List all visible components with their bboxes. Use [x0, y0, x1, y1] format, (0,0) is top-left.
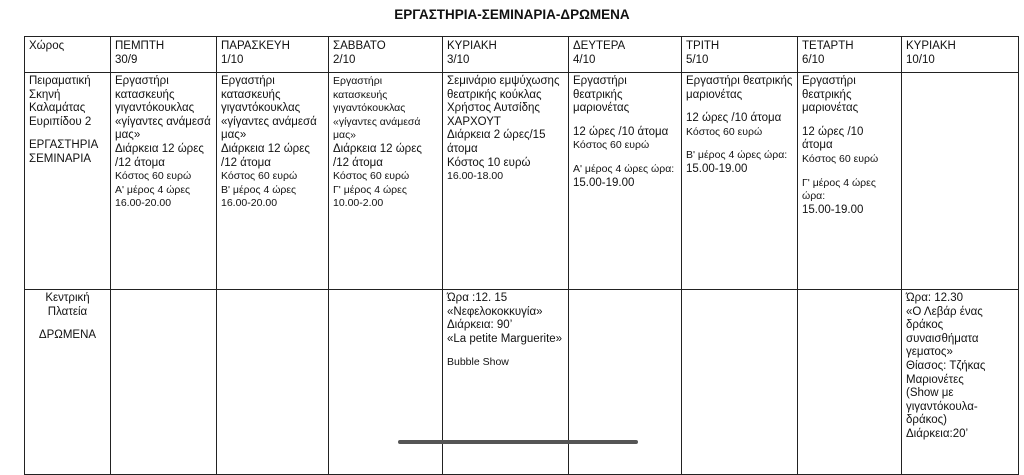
header-place	[25, 37, 111, 73]
event-desc: Εργαστήρι θεατρικής μαριονέτας	[802, 75, 859, 115]
event-cost: Κόστος 60 ευρώ	[221, 170, 298, 183]
cell-wed	[798, 73, 902, 290]
event-part: Β' μέρος 4 ώρες ώρα:	[686, 149, 788, 162]
event-desc: Εργαστήρι κατασκευής γιγαντόκουκλας «γίγαντες ανάμεσά μας»	[333, 75, 421, 142]
cell-sun	[443, 73, 569, 290]
event-time: 15.00-19.00	[573, 176, 635, 189]
header-row	[25, 37, 1019, 73]
event-duration: Διάρκεια: 90’	[447, 319, 513, 332]
cell-place	[25, 73, 111, 290]
cell-mon	[569, 290, 682, 475]
event-time: Ώρα :12. 15	[447, 292, 508, 304]
event-time: 15.00-19.00	[802, 203, 864, 216]
event-duration: Διάρκεια:20’	[906, 427, 969, 440]
event-desc: Εργαστήρι θεατρικής μαριονέτας	[686, 75, 793, 101]
event-people: 12 ώρες /10 άτομα	[802, 125, 864, 152]
place-label: Πειραματική Σκηνή Καλαμάτας Ευριπίδου 2	[29, 75, 92, 128]
event-cost: Κόστος 60 ευρώ	[333, 170, 410, 183]
event-duration: Διάρκεια 12 ώρες /12 άτομα	[221, 142, 310, 169]
cell-mon	[569, 73, 682, 290]
event-time: 15.00-19.00	[686, 162, 748, 175]
cell-wed	[798, 290, 902, 475]
header-date: 1/10	[221, 54, 244, 66]
cell-thu	[111, 290, 217, 475]
header-date: 5/10	[686, 54, 709, 66]
header-date: 2/10	[333, 54, 356, 66]
header-mon	[569, 37, 682, 73]
event-duration: Διάρκεια 12 ώρες /12 άτομα	[333, 142, 422, 169]
header-date: 3/10	[447, 54, 470, 66]
cell-sat	[329, 290, 443, 475]
header-day: ΣΑΒΒΑΤΟ	[333, 40, 386, 52]
event-note: (Show με γιγαντόκουλα-δράκος)	[906, 387, 978, 427]
place-label: Κεντρική Πλατεία	[45, 292, 90, 318]
event-people: 12 ώρες /10 άτομα	[686, 112, 782, 125]
event-part: Γ' μέρος 4 ώρες	[333, 183, 407, 196]
header-day: ΠΑΡΑΣΚΕΥΗ	[221, 40, 290, 52]
event-desc: Εργαστήρι κατασκευής γιγαντόκουκλας «γίγαντες ανάμεσά μας»	[115, 75, 211, 142]
schedule-table	[24, 36, 1019, 475]
page-title: ΕΡΓΑΣΤΗΡΙΑ-ΣΕΜΙΝΑΡΙΑ-ΔΡΩΜΕΝΑ	[394, 7, 630, 22]
header-fri	[217, 37, 329, 73]
header-sun	[443, 37, 569, 73]
event-part: Α' μέρος 4 ώρες	[115, 183, 191, 196]
event-show: «Νεφελοκοκκυγία»	[447, 305, 543, 318]
event-desc: Σεμινάριο εμψύχωσης θεατρικής κούκλας Χρήστος Αυτσίδης ΧΑΡΧΟΥΤ	[447, 75, 560, 128]
event-desc: Εργαστήρι θεατρικής μαριονέτας	[573, 75, 630, 115]
table-row-performances	[25, 290, 1019, 475]
event-time: Ώρα: 12.30	[906, 292, 964, 304]
header-date: 4/10	[573, 54, 596, 66]
cell-sun10	[902, 73, 1019, 290]
category-label: ΔΡΩΜΕΝΑ	[38, 329, 97, 342]
header-thu	[111, 37, 217, 73]
cell-place	[25, 290, 111, 475]
cell-tue	[682, 73, 798, 290]
header-day: ΤΡΙΤΗ	[686, 40, 720, 52]
cell-thu	[111, 73, 217, 290]
header-day: ΚΥΡΙΑΚΗ	[447, 40, 497, 52]
header-day: ΚΥΡΙΑΚΗ	[906, 40, 956, 52]
cell-sun	[443, 290, 569, 475]
header-date: 30/9	[115, 54, 138, 66]
event-cost: Κόστος 60 ευρώ	[802, 152, 879, 165]
event-cost: Κόστος 60 ευρώ	[686, 125, 763, 138]
event-duration: Διάρκεια 12 ώρες /12 άτομα	[115, 142, 204, 169]
cell-fri	[217, 73, 329, 290]
event-duration: Διάρκεια 2 ώρες/15 άτομα	[447, 129, 546, 155]
event-time: 10.00-2.00	[333, 197, 384, 210]
header-day: ΔΕΥΤΕΡΑ	[573, 40, 626, 52]
event-time: 16.00-20.00	[115, 197, 172, 210]
category-label: ΕΡΓΑΣΤΗΡΙΑ ΣΕΜΙΝΑΡΙΑ	[29, 139, 98, 165]
event-cost: Κόστος 60 ευρώ	[115, 170, 192, 183]
header-label: Χώρος	[29, 40, 65, 52]
event-show: «Ο Λεβάρ ένας δράκος συναισθήματα γεματος»	[906, 305, 983, 359]
event-part: Α' μέρος 4 ώρες ώρα:	[573, 162, 675, 175]
header-day: ΠΕΜΠΤΗ	[115, 40, 165, 52]
event-cost: Κόστος 10 ευρώ	[447, 156, 531, 169]
event-troupe: Θίασος: Τζήκας Μαριονέτες	[906, 359, 986, 386]
event-show: «La petite Marguerite»	[447, 332, 563, 345]
event-show: Bubble Show	[447, 356, 509, 369]
event-people: 12 ώρες /10 άτομα	[573, 125, 669, 138]
horizontal-scrollbar[interactable]	[398, 440, 638, 444]
header-date: 6/10	[802, 54, 825, 66]
header-wed	[798, 37, 902, 73]
event-time: 16.00-18.00	[447, 170, 504, 183]
header-sat	[329, 37, 443, 73]
event-desc: Εργαστήρι κατασκευής γιγαντόκουκλας «γίγαντες ανάμεσά μας»	[221, 75, 317, 142]
header-sun10	[902, 37, 1019, 73]
cell-tue	[682, 290, 798, 475]
header-tue	[682, 37, 798, 73]
cell-sat	[329, 73, 443, 290]
cell-sun10	[902, 290, 1019, 475]
header-day: ΤΕΤΑΡΤΗ	[802, 40, 854, 52]
event-cost: Κόστος 60 ευρώ	[573, 139, 650, 152]
table-row-workshops	[25, 73, 1019, 290]
cell-fri	[217, 290, 329, 475]
event-part: Γ' μέρος 4 ώρες ώρα:	[802, 176, 876, 203]
event-time: 16.00-20.00	[221, 197, 278, 210]
event-part: Β' μέρος 4 ώρες	[221, 183, 297, 196]
header-date: 10/10	[906, 54, 935, 66]
